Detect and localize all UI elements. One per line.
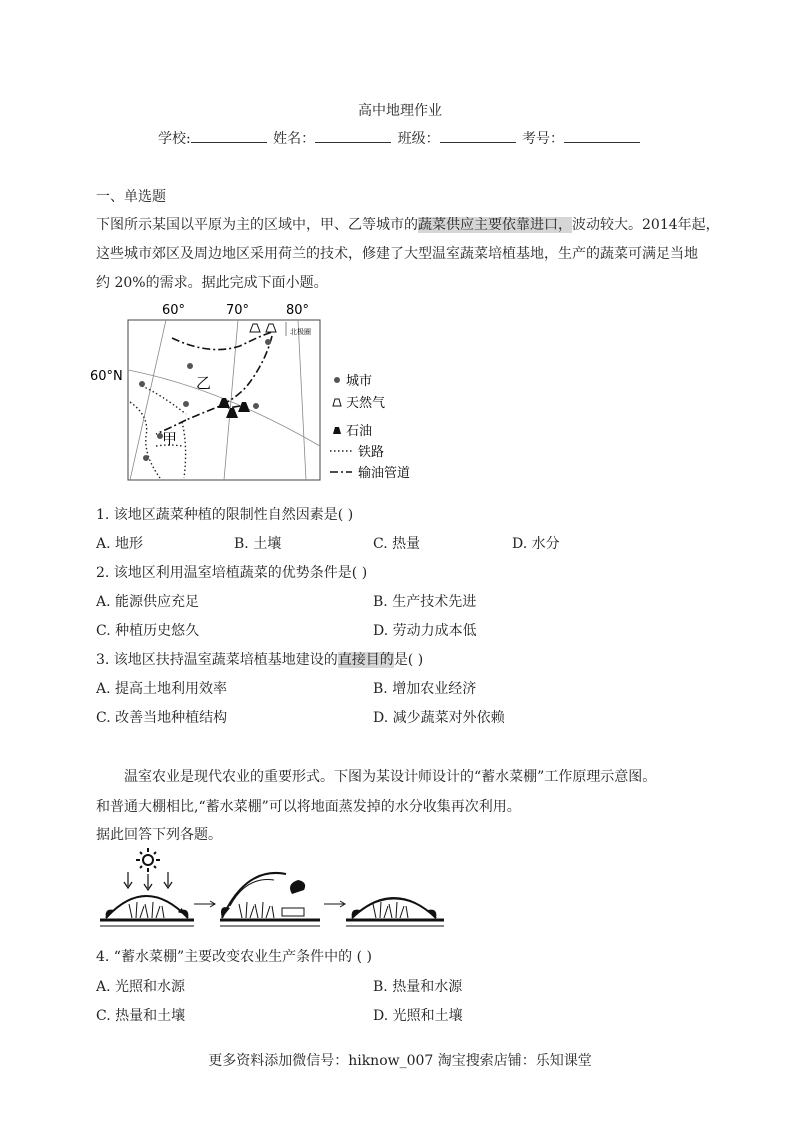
oil-fields	[218, 398, 250, 418]
pipelines	[156, 332, 272, 434]
q4-option-a[interactable]: A. 光照和水源	[96, 979, 186, 995]
greenhouse-stage-3	[346, 898, 444, 926]
exam-number-label: 考号：	[522, 131, 565, 147]
legend-oil-symbol	[333, 427, 341, 434]
railways	[130, 386, 186, 478]
class-blank[interactable]	[440, 130, 516, 143]
legend-city: 城市	[346, 374, 373, 389]
legend-pipeline: 输油管道	[358, 466, 411, 481]
q1-option-a[interactable]: A. 地形	[96, 536, 144, 552]
exam-number-blank[interactable]	[564, 130, 640, 143]
school-label: 学校:	[157, 131, 191, 147]
section-heading: 一、单选题	[96, 189, 166, 205]
passage1-text: 波动较大。2014年起，	[572, 217, 720, 233]
region-map	[90, 296, 470, 486]
gas-fields	[250, 324, 276, 332]
legend-gas-symbol	[333, 399, 341, 406]
lon-label-60: 60°	[162, 303, 186, 318]
q4-option-c[interactable]: C. 热量和土壤	[96, 1008, 186, 1024]
legend-rail: 铁路	[358, 445, 385, 460]
question-1-stem: 1. 该地区蔬菜种植的限制性自然因素是( )	[96, 507, 354, 523]
q3-option-c[interactable]: C. 改善当地种植结构	[96, 710, 228, 726]
legend-city-symbol	[334, 377, 340, 383]
class-label: 班级：	[397, 131, 440, 147]
lat-label: 60°N	[90, 369, 123, 384]
q2-option-c[interactable]: C. 种植历史悠久	[96, 623, 200, 639]
sun-icon	[136, 848, 160, 872]
light-arrows	[124, 872, 172, 890]
q3-option-d[interactable]: D. 减少蔬菜对外依赖	[373, 710, 505, 726]
passage1-text: 下图所示某国以平原为主的区域中，甲、乙等城市的	[96, 217, 418, 233]
q2-option-a[interactable]: A. 能源供应充足	[96, 594, 200, 610]
q4-option-b[interactable]: B. 热量和水源	[373, 979, 463, 995]
q3-option-b[interactable]: B. 增加农业经济	[373, 681, 477, 697]
city-label-yi: 乙	[196, 374, 212, 392]
inset-label: 北极圈	[290, 328, 311, 336]
student-info-line	[0, 128, 800, 148]
city-label-jia: 甲	[162, 430, 178, 448]
passage1-line2: 这些城市郊区及周边地区采用荷兰的技术，修建了大型温室蔬菜培植基地，生产的蔬菜可满足当地	[96, 246, 698, 262]
passage2-line3: 据此回答下列各题。	[96, 827, 222, 843]
name-blank[interactable]	[315, 130, 391, 143]
q3-stem-text: 是( )	[393, 652, 424, 668]
q4-option-d[interactable]: D. 光照和土壤	[373, 1008, 463, 1024]
passage2-line2: 和普通大棚相比,“蓄水菜棚”可以将地面蒸发掉的水分收集再次利用。	[96, 799, 521, 815]
question-3-stem	[96, 649, 423, 669]
q2-option-d[interactable]: D. 劳动力成本低	[373, 623, 477, 639]
q3-stem-highlight: 直接目的	[337, 652, 394, 668]
greenhouse-stage-2	[220, 873, 345, 926]
question-2-stem: 2. 该地区利用温室培植蔬菜的优势条件是( )	[96, 565, 368, 581]
q1-option-c[interactable]: C. 热量	[373, 536, 421, 552]
page-title: 高中地理作业	[358, 103, 442, 119]
name-label: 姓名：	[273, 131, 316, 147]
passage1-line1	[96, 214, 720, 234]
school-blank[interactable]	[191, 130, 267, 143]
q3-stem-text: 3. 该地区扶持温室蔬菜培植基地建设的	[96, 652, 338, 668]
q1-option-d[interactable]: D. 水分	[512, 536, 560, 552]
passage1-highlight: 蔬菜供应主要依靠进口，	[418, 217, 572, 233]
map-legend	[330, 374, 410, 481]
lon-label-70: 70°	[226, 303, 250, 318]
lon-label-80: 80°	[286, 303, 310, 318]
q3-option-a[interactable]: A. 提高土地利用效率	[96, 681, 228, 697]
legend-oil: 石油	[346, 424, 373, 439]
footer-note: 更多资料添加微信号：hiknow_007 淘宝搜索店铺：乐知课堂	[208, 1053, 592, 1069]
cities	[139, 339, 271, 461]
greenhouse-stage-1	[100, 848, 215, 926]
passage2-line1: 温室农业是现代农业的重要形式。下图为某设计师设计的“蓄水菜棚”工作原理示意图。	[124, 769, 657, 785]
q2-option-b[interactable]: B. 生产技术先进	[373, 594, 477, 610]
legend-gas: 天然气	[346, 396, 386, 411]
question-4-stem: 4. “蓄水菜棚”主要改变农业生产条件中的 ( )	[96, 949, 372, 965]
greenhouse-diagram	[96, 846, 476, 938]
passage1-line3: 约 20%的需求。据此完成下面小题。	[96, 275, 328, 291]
q1-option-b[interactable]: B. 土壤	[234, 536, 282, 552]
